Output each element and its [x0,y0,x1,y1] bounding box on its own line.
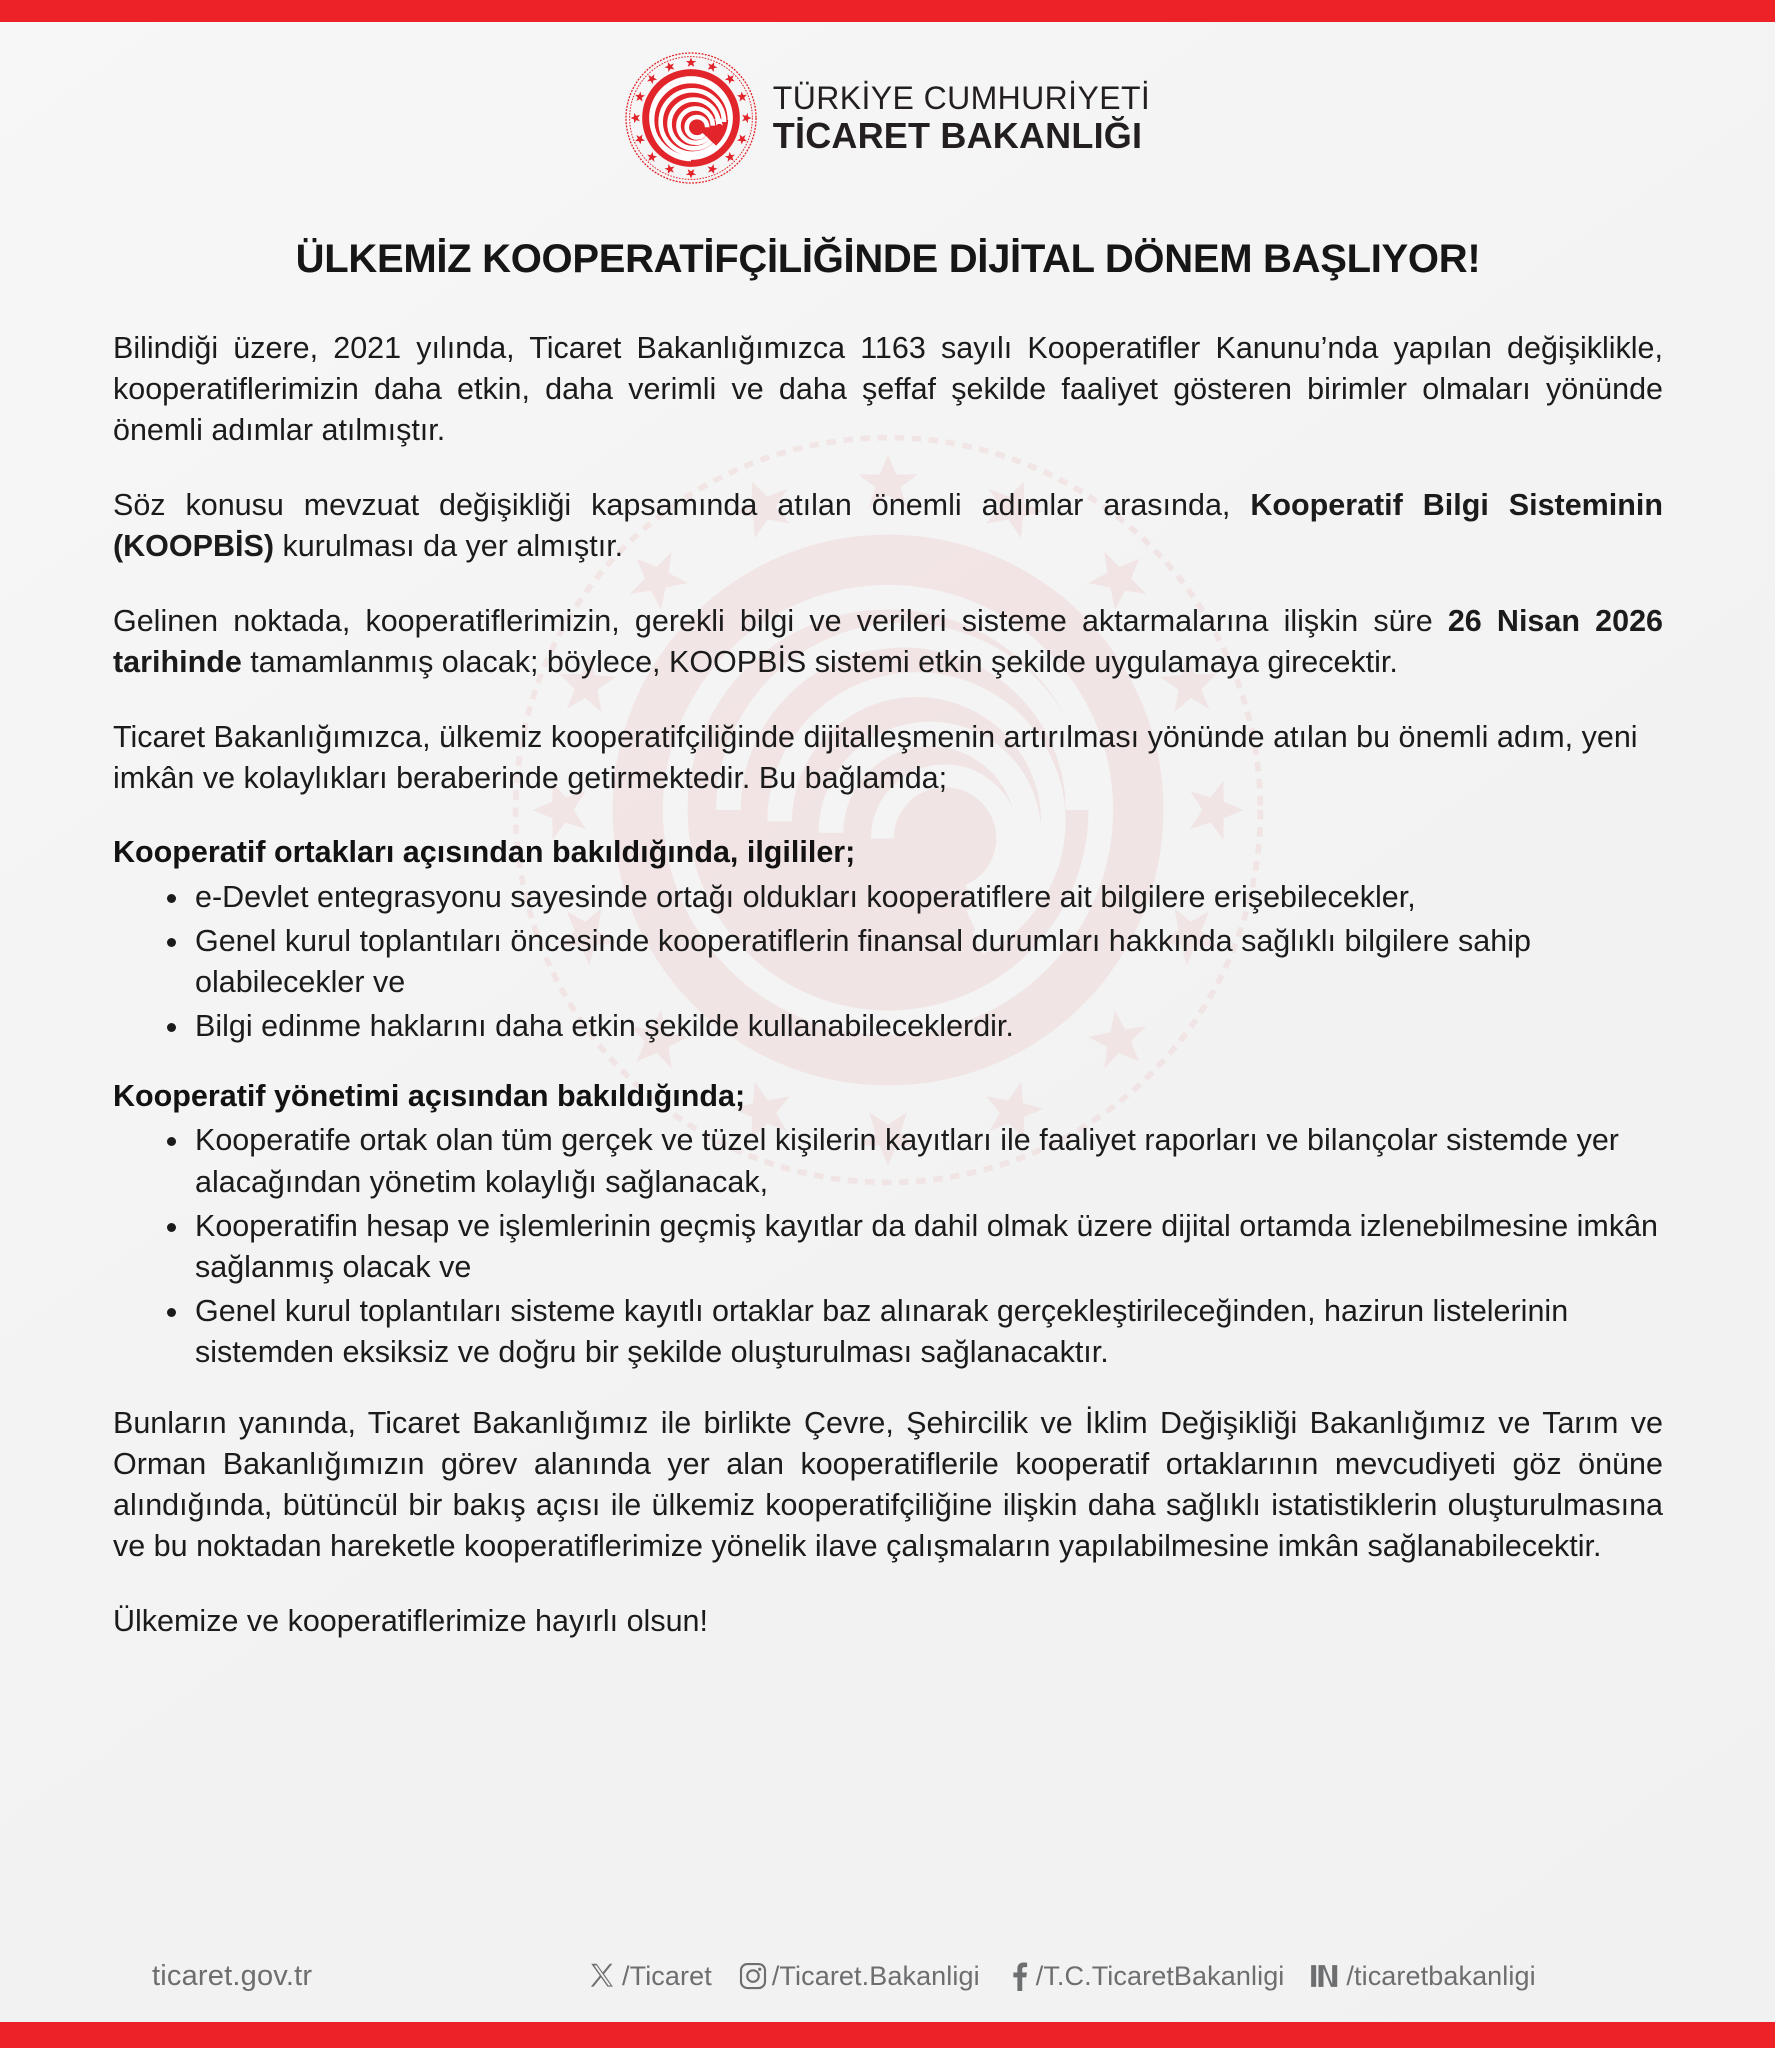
paragraph-1: Bilindiği üzere, 2021 yılında, Ticaret Bakanlığımızca 1163 sayılı Kooperatifler Kanunu’nda yapılan değişiklikle, kooperatiflerimizin daha etkin, daha verimli ve daha şeffaf şekilde faaliyet gösteren birimler olmaları yönünde önemli adımlar atılmıştır. [113,331,1663,448]
instagram-icon [738,1961,768,1991]
section-heading-members: Kooperatif ortakları açısından bakıldığında, ilgililer; [113,835,856,870]
paragraph-2-bold: Kooperatif Bilgi Sisteminin (KOOPBİS) [113,488,1663,564]
social-label-instagram: /Ticaret.Bakanligi [771,1960,980,1991]
facebook-icon [1006,1961,1032,1991]
logo-text-line-1: TÜRKİYE CUMHURİYETİ [772,80,1151,116]
paragraph-2 [113,485,1663,567]
social-label-x: /Ticaret [622,1960,712,1991]
logo-text-line-2: TİCARET BAKANLIĞI [772,115,1143,156]
top-red-bar [0,0,1775,22]
social-link-x[interactable] [588,1961,712,1992]
management-benefits-list [113,1120,1663,1372]
paragraph-4: Ticaret Bakanlığımızca, ülkemiz kooperatifçiliğinde dijitalleşmenin artırılması yönünde atılan bu önemli adım, yeni imkân ve kolaylıkları beraberinde getirmektedir. Bu bağlamda; [113,720,1638,796]
social-label-news: /ticaretbakanligi [1346,1960,1536,1991]
ministry-logo [625,52,1150,184]
paragraph-2-pre: Söz konusu mevzuat değişikliği kapsamında atılan önemli adımlar arasında, [113,488,1251,523]
x-twitter-icon [588,1961,618,1991]
bottom-red-bar [0,2022,1775,2048]
paragraph-5: Bunların yanında, Ticaret Bakanlığımız ile birlikte Çevre, Şehircilik ve İklim Değişikliği Bakanlığımız ve Tarım ve Orman Bakanlığımızın görev alanında yer alan kooperatiflerile kooperatif ortaklarının mevcudiyeti göz önüne alındığında, bütüncül bir bakış açısı ile ülkemiz kooperatifçiliğine ilişkin daha sağlıklı istatistiklerin oluşturulmasına ve bu noktadan hareketle kooperatiflerimize yönelik ilave çalışmaların yapılabilmesine imkân sağlanabilecektir. [113,1405,1663,1563]
list-item: Genel kurul toplantıları sisteme kayıtlı ortaklar baz alınarak gerçekleştirileceğinden, hazirun listelerinin sistemden eksiksiz ve doğru bir şekilde oluşturulması sağlanacaktır. [165,1291,1663,1373]
page-title: ÜLKEMİZ KOOPERATİFÇİLİĞİNDE DİJİTAL DÖNEM BAŞLIYOR! [295,237,1481,281]
social-links [588,1961,1536,1992]
paragraph-3-pre: Gelinen noktada, kooperatiflerimizin, gerekli bilgi ve verileri sisteme aktarmalarına ilişkin süre [113,604,1448,639]
news-n-icon [1310,1961,1342,1991]
paragraph-3 [113,601,1663,683]
turkish-ministry-emblem-icon [625,52,757,184]
social-link-facebook[interactable] [1006,1961,1285,1992]
members-benefits-list [113,877,1663,1047]
paragraph-2-post: kurulması da yer almıştır. [273,529,624,564]
list-item: Kooperatifin hesap ve işlemlerinin geçmiş kayıtlar da dahil olmak üzere dijital ortamda izlenebilmesine imkân sağlanmış olacak ve [165,1206,1663,1288]
paragraph-3-bold: 26 Nisan 2026 tarihinde [113,604,1663,680]
section-heading-management: Kooperatif yönetimi açısından bakıldığında; [113,1078,746,1113]
list-item: Bilgi edinme haklarını daha etkin şekilde kullanabileceklerdir. [165,1006,1663,1047]
social-link-news[interactable] [1310,1961,1535,1992]
social-label-facebook: /T.C.TicaretBakanligi [1035,1960,1285,1991]
ministry-header [0,52,1775,184]
document-body [113,236,1663,1642]
footer [0,1930,1775,2022]
closing-statement: Ülkemize ve kooperatiflerimize hayırlı olsun! [113,1603,708,1638]
list-item: Kooperatife ortak olan tüm gerçek ve tüzel kişilerin kayıtları ile faaliyet raporları ve bilançolar sistemde yer alacağından yönetim kolaylığı sağlanacak, [165,1120,1663,1202]
paragraph-3-post: tamamlanmış olacak; böylece, KOOPBİS sistemi etkin şekilde uygulamaya girecektir. [241,645,1398,680]
social-link-instagram[interactable] [738,1961,980,1992]
list-item: e-Devlet entegrasyonu sayesinde ortağı oldukları kooperatiflere ait bilgilere erişebilecekler, [165,877,1663,918]
website-url[interactable]: ticaret.gov.tr [152,1959,313,1992]
list-item: Genel kurul toplantıları öncesinde kooperatiflerin finansal durumları hakkında sağlıklı bilgilere sahip olabilecekler ve [165,921,1663,1003]
